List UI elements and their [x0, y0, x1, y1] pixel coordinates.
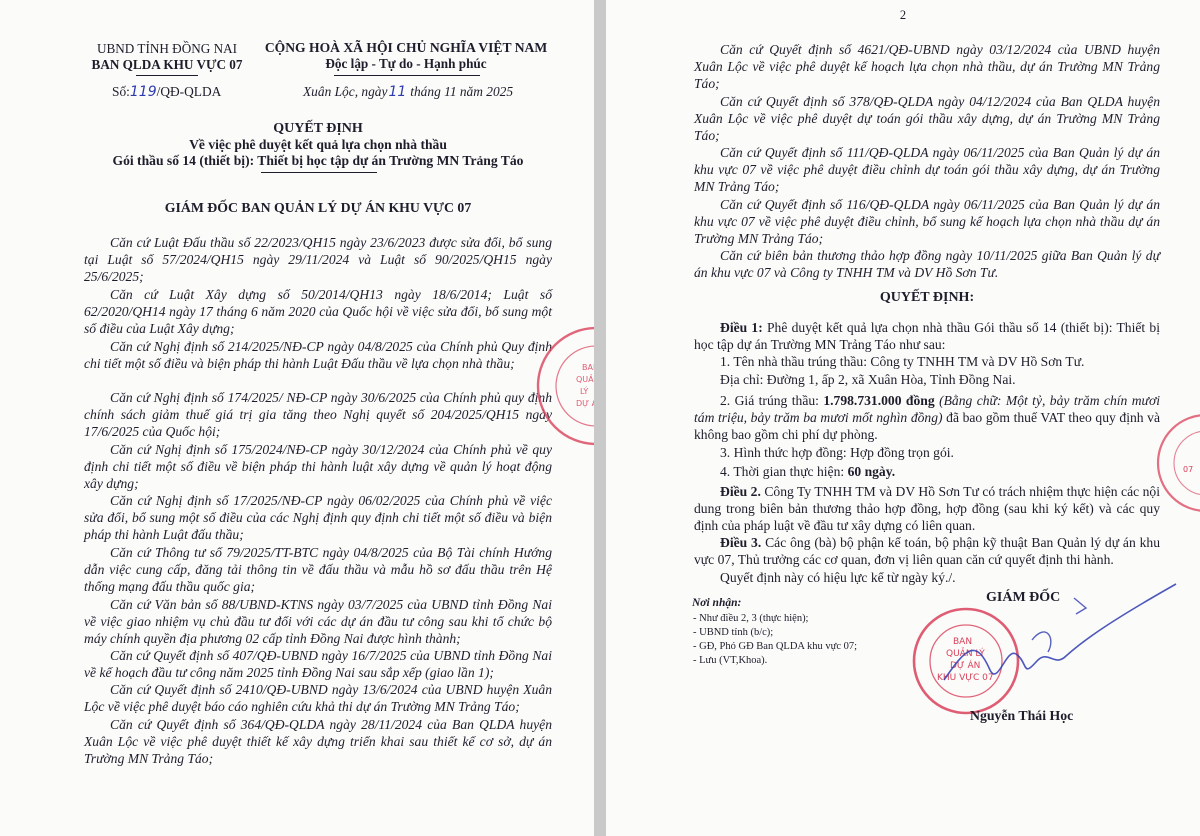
article-1-label: Điều 1:: [720, 320, 763, 335]
basis-paragraph: Căn cứ Quyết định số 2410/QĐ-UBND ngày 13/6/2024 của UBND huyện Xuân Lộc về việc phê duyệt báo cáo nghiên cứu khả thi dự án Trường MN Trảng Táo;: [84, 682, 552, 715]
article-3: [694, 534, 1160, 568]
signature: [936, 578, 1196, 698]
svg-text:KHU VỰC 07: KHU VỰC 07: [937, 673, 994, 683]
basis-paragraph: Căn cứ Nghị định số 17/2025/NĐ-CP ngày 06/02/2025 của Chính phủ về việc sửa đổi, bổ sung một số điều của các Nghị định quy định chi tiết một số điều và biện pháp thi hành Luật đấu thầu;: [84, 493, 552, 543]
contractor-address: Địa chỉ: Đường 1, ấp 2, xã Xuân Hòa, Tỉnh Đồng Nai.: [720, 372, 1016, 387]
header-left-underline: [136, 75, 198, 76]
basis-paragraph: Căn cứ biên bản thương thảo hợp đồng ngày 10/11/2025 giữa Ban Quản lý dự án khu vực 07 và Công ty TNHH TM và DV Hồ Sơn Tư.: [694, 248, 1160, 281]
signer-title: GIÁM ĐỐC: [986, 590, 1061, 605]
number-suffix: /QĐ-QLDA: [156, 84, 222, 99]
handwritten-number: 119: [129, 84, 157, 100]
bid-price-words: (Bằng chữ: Một tỷ, bảy trăm chín mươi tám triệu, bảy trăm ba mươi mốt nghìn đồng): [694, 393, 1160, 426]
article-1-text: Phê duyệt kết quả lựa chọn nhà thầu Gói thầu số 14 (thiết bị): Thiết bị học tập dự án Trường MN Trảng Táo như sau:: [694, 320, 1160, 353]
svg-text:LÝ: LÝ: [580, 387, 589, 396]
item-duration: [694, 463, 1160, 480]
national-title: CỘNG HOÀ XÃ HỘI CHỦ NGHĨA VIỆT NAM: [264, 40, 548, 55]
item-bid-price: [694, 392, 1160, 444]
recipient-item: - Như điều 2, 3 (thực hiện);: [693, 613, 809, 624]
basis-paragraph: Căn cứ Nghị định số 174/2025/ NĐ-CP ngày 30/6/2025 của Chính phủ quy định chính sách giảm thuế giá trị gia tăng theo Nghị quyết số 204/2025/QH15 ngày 17/6/2025 của Quốc hội;: [84, 390, 552, 440]
national-motto: Độc lập - Tự do - Hạnh phúc: [325, 56, 487, 71]
effective-clause: Quyết định này có hiệu lực kể từ ngày ký./.: [720, 570, 956, 585]
bid-price-note: đã bao gồm thuế VAT theo quy định và không bao gồm chi phí dự phòng.: [694, 410, 1160, 443]
agency-name: UBND TỈNH ĐỒNG NAI: [96, 41, 238, 56]
article-3-label: Điều 3.: [720, 535, 762, 550]
issue-date: [303, 84, 513, 100]
basis-paragraph: Căn cứ Nghị định số 175/2024/NĐ-CP ngày 30/12/2024 của Chính phủ về quy định chi tiết một số điều về biện pháp thi hành luật xây dựng về quản lý hoạt động xây dựng;: [84, 442, 552, 492]
date-prefix: Xuân Lộc, ngày: [303, 84, 388, 99]
basis-paragraph: Căn cứ Nghị định số 214/2025/NĐ-CP ngày 04/8/2025 của Chính phủ Quy định chi tiết một số điều và biện pháp thi hành Luật Đấu thầu về lựa chọn nhà thầu;: [84, 339, 552, 372]
svg-text:QUẢN: QUẢN: [576, 375, 600, 384]
article-2: [694, 483, 1160, 535]
bid-price-label: 2. Giá trúng thầu:: [720, 393, 819, 408]
subject-line-1: Về việc phê duyệt kết quả lựa chọn nhà thầu: [189, 137, 447, 152]
duration-label: 4. Thời gian thực hiện:: [720, 464, 845, 479]
signer-name: Nguyễn Thái Học: [970, 708, 1074, 723]
duration-value: 60 ngày.: [847, 464, 896, 479]
basis-paragraph: Căn cứ Thông tư số 79/2025/TT-BTC ngày 04/8/2025 của Bộ Tài chính Hướng dẫn việc cung cấp, đăng tải thông tin về đấu thầu và mẫu hồ sơ đấu thầu trên Hệ thống mạng đấu thầu quốc gia;: [84, 545, 552, 595]
svg-text:DỰ ÁN: DỰ ÁN: [950, 661, 981, 671]
basis-paragraph: Căn cứ Quyết định số 378/QĐ-QLDA ngày 04/12/2024 của Ban QLDA huyện Xuân Lộc về việc phê duyệt dự toán gói thầu xây dựng, dự án Trường MN Trảng Táo;: [694, 94, 1160, 144]
department-name: BAN QLDA KHU VỰC 07: [91, 57, 243, 72]
basis-paragraph: Căn cứ Luật Xây dựng số 50/2014/QH13 ngày 18/6/2014; Luật số 62/2020/QH14 ngày 17 tháng 6 năm 2020 của Quốc hội về việc sửa đổi, bổ sung một số điều của Luật Xây dựng;: [84, 287, 552, 337]
article-1: [694, 319, 1160, 353]
date-suffix: tháng 11 năm 2025: [410, 84, 514, 99]
document-page-2: [606, 0, 1200, 836]
basis-paragraph: Căn cứ Quyết định số 364/QĐ-QLDA ngày 28/11/2024 của Ban QLDA huyện Xuân Lộc về việc phê duyệt thiết kế xây dựng triển khai sau thiết kế cơ sở, dự án Trường MN Trảng Táo;: [84, 717, 552, 767]
header-right-underline: [334, 75, 480, 76]
document-number: [112, 84, 221, 100]
svg-text:DỰ ÁN: DỰ ÁN: [576, 399, 604, 408]
item-contractor: 1. Tên nhà thầu trúng thầu: Công ty TNHH TM và DV Hồ Sơn Tư.: [720, 354, 1085, 369]
decision-heading: QUYẾT ĐỊNH:: [879, 290, 975, 305]
article-2-text: Công Ty TNHH TM và DV Hồ Sơn Tư có trách nhiệm thực hiện các nội dung trong biên bản thương thảo hợp đồng, hợp đồng (sau khi ký kết) và các quy định của pháp luật về đầu tư xây dựng có liên quan.: [694, 484, 1160, 534]
basis-paragraph: Căn cứ Quyết định số 4621/QĐ-UBND ngày 03/12/2024 của UBND huyện Xuân Lộc về việc phê duyệt kế hoạch lựa chọn nhà thầu, dự án Trường MN Trảng Táo;: [694, 42, 1160, 92]
svg-text:BAN: BAN: [582, 363, 599, 372]
subject-line-2: Gói thầu số 14 (thiết bị): Thiết bị học tập dự án Trường MN Trảng Táo: [112, 153, 524, 168]
basis-paragraph: Căn cứ Quyết định số 116/QĐ-QLDA ngày 06/11/2025 của Ban Quản lý dự án khu vực 07 về việc phê duyệt điều chỉnh, bổ sung kế hoạch lựa chọn nhà thầu dự án Trường MN Trảng Táo;: [694, 197, 1160, 247]
basis-paragraph: Căn cứ Quyết định số 407/QĐ-UBND ngày 16/7/2025 của UBND tỉnh Đồng Nai về kế hoạch đầu tư công năm 2025 tỉnh Đồng Nai sau sắp xếp (giao lần 1);: [84, 648, 552, 681]
handwritten-day: 11: [388, 84, 407, 100]
article-2-label: Điều 2.: [720, 484, 761, 499]
side-stamp-number: 07: [1183, 465, 1194, 474]
bid-price-amount: 1.798.731.000 đồng: [823, 393, 935, 408]
recipient-item: - UBND tỉnh (b/c);: [693, 627, 774, 638]
recipients-title: Nơi nhận:: [692, 597, 742, 609]
number-prefix: Số:: [112, 84, 130, 99]
svg-text:QUẢN LÝ: QUẢN LÝ: [946, 649, 985, 659]
subject-underline: [261, 172, 377, 173]
item-contract-form: 3. Hình thức hợp đồng: Hợp đồng trọn gói.: [720, 445, 954, 460]
issuing-authority: GIÁM ĐỐC BAN QUẢN LÝ DỰ ÁN KHU VỰC 07: [164, 200, 472, 215]
recipient-item: - GĐ, Phó GĐ Ban QLDA khu vực 07;: [693, 641, 858, 652]
basis-paragraph: Căn cứ Luật Đấu thầu số 22/2023/QH15 ngày 23/6/2023 được sửa đổi, bổ sung tại Luật số 57/2024/QH15 ngày 29/11/2024 và Luật số 90/2025/QH15 ngày 25/6/2025;: [84, 235, 552, 285]
basis-paragraph: Căn cứ Văn bản số 88/UBND-KTNS ngày 03/7/2025 của UBND tỉnh Đồng Nai về việc giao nhiệm vụ chủ đầu tư đối với các dự án đầu tư công sau khi tổ chức bộ máy chính quyền địa phương 02 cấp tỉnh Đồng Nai được hình thành;: [84, 597, 552, 647]
svg-text:BAN: BAN: [953, 637, 973, 647]
side-stamp-partial: [1152, 408, 1200, 518]
document-type: QUYẾT ĐỊNH: [273, 121, 363, 136]
basis-paragraph: Căn cứ Quyết định số 111/QĐ-QLDA ngày 06/11/2025 của Ban Quản lý dự án khu vực 07 về việc phê duyệt điều chỉnh dự toán gói thầu xây dựng, dự án Trường MN Trảng Táo;: [694, 145, 1160, 195]
article-3-text: Các ông (bà) bộ phận kế toán, bộ phận kỹ thuật Ban Quản lý dự án khu vực 07, Thủ trưởng các cơ quan, đơn vị liên quan căn cứ quyết định thi hành.: [694, 535, 1160, 568]
official-stamp-partial: [532, 316, 604, 456]
recipient-item: - Lưu (VT,Khoa).: [693, 655, 768, 666]
page-number: 2: [899, 8, 907, 22]
